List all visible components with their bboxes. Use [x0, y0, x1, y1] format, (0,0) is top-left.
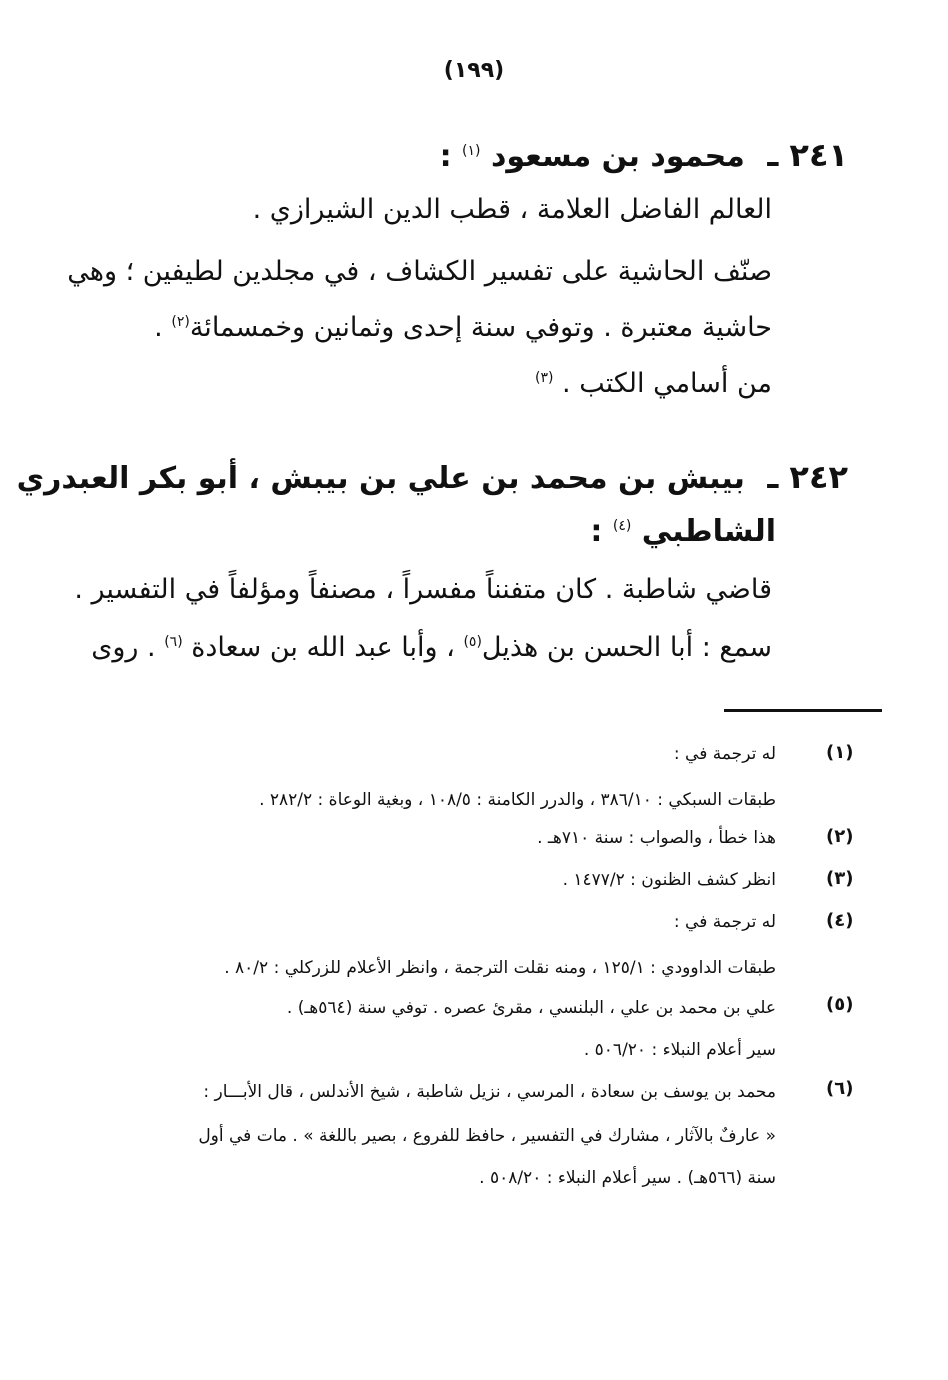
footnote-5-line-2: سير أعلام النبلاء : ٥٠٦/٢٠ . [583, 1040, 776, 1060]
footnote-3-line-1: انظر كشف الظنون : ١٤٧٧/٢ . [562, 870, 776, 890]
footnote-ref-6: (٦) [164, 634, 183, 650]
footnote-2-line-1: هذا خطأ ، والصواب : سنة ٧١٠هـ . [537, 828, 776, 848]
footnote-1-line-2: طبقات السبكي : ٣٨٦/١٠ ، والدرر الكامنة : ١٠٨/٥ ، وبغية الوعاة : ٢٨٢/٢ . [259, 790, 776, 810]
page-number: (١٩٩) [443, 58, 505, 83]
footnote-4-line-1: له ترجمة في : [673, 912, 776, 932]
entry-241-title-colon: : [439, 139, 452, 174]
entry-242-line-2-c: . روى [91, 632, 156, 663]
entry-241-line-3 [154, 312, 772, 343]
entry-241-line-4-text: من أسامي الكتب . [562, 368, 772, 399]
entry-242-title-line-2: الشاطبي [641, 514, 776, 549]
entry-242-title-line-1: بيبش بن محمد بن علي بن بيبش ، أبو بكر العبدري [16, 461, 745, 496]
entry-241-heading [440, 136, 848, 174]
entry-241-title: محمود بن مسعود [490, 139, 745, 174]
footnote-5-number: (٥) [826, 994, 854, 1015]
footnote-ref-1: (١) [462, 143, 481, 159]
footnote-3-number: (٣) [826, 868, 854, 889]
entry-242-heading-cont [590, 514, 776, 549]
footnote-ref-3: (٣) [534, 370, 554, 386]
footnote-4-number: (٤) [826, 910, 854, 931]
entry-242-title-colon: : [590, 514, 603, 549]
entry-242-number: ٢٤٢ ـ [767, 458, 848, 496]
footnote-4-line-2: طبقات الداوودي : ١٢٥/١ ، ومنه نقلت الترجمة ، وانظر الأعلام للزركلي : ٨٠/٢ . [224, 958, 776, 978]
entry-241-line-3-tail: . [154, 312, 163, 343]
footnote-6-line-1: محمد بن يوسف بن سعادة ، المرسي ، نزيل شاطبة ، شيخ الأندلس ، قال الأبـــار : [203, 1082, 776, 1102]
footnote-6-line-3: سنة (٥٦٦هـ) . سير أعلام النبلاء : ٥٠٨/٢٠ . [479, 1168, 776, 1188]
entry-241-line-1: العالم الفاضل العلامة ، قطب الدين الشيرازي . [252, 194, 772, 225]
entry-242-line-2-a: سمع : أبا الحسن بن هذيل [481, 632, 772, 663]
footnote-separator [724, 709, 882, 712]
entry-242-line-2-b: ، وأبا عبد الله بن سعادة [191, 632, 455, 663]
footnote-ref-5: (٥) [463, 634, 482, 650]
footnote-5-line-1: علي بن محمد بن علي ، البلنسي ، مقرئ عصره . توفي سنة (٥٦٤هـ) . [286, 998, 776, 1018]
entry-242-line-1: قاضي شاطبة . كان متفنناً مفسراً ، مصنفاً ومؤلفاً في التفسير . [74, 574, 772, 605]
footnote-ref-4: (٤) [612, 518, 632, 534]
footnote-6-number: (٦) [826, 1078, 854, 1099]
footnote-1-number: (١) [826, 742, 854, 763]
entry-241-line-3-text: حاشية معتبرة . وتوفي سنة إحدى وثمانين وخمسمائة [189, 312, 772, 343]
footnote-2-number: (٢) [826, 826, 854, 847]
entry-241-line-2: صنّف الحاشية على تفسير الكشاف ، في مجلدين لطيفين ؛ وهي [67, 256, 772, 287]
footnote-ref-2: (٢) [171, 314, 190, 330]
entry-241-number: ٢٤١ ـ [767, 136, 848, 174]
entry-241-line-4 [535, 368, 772, 399]
footnote-1-line-1: له ترجمة في : [673, 744, 776, 764]
footnote-6-line-2: « عارفٌ بالآثار ، مشارك في التفسير ، حافظ للفروع ، بصير باللغة » . مات في أول [198, 1126, 776, 1146]
entry-242-line-2 [91, 632, 772, 663]
entry-242-heading [17, 458, 848, 496]
